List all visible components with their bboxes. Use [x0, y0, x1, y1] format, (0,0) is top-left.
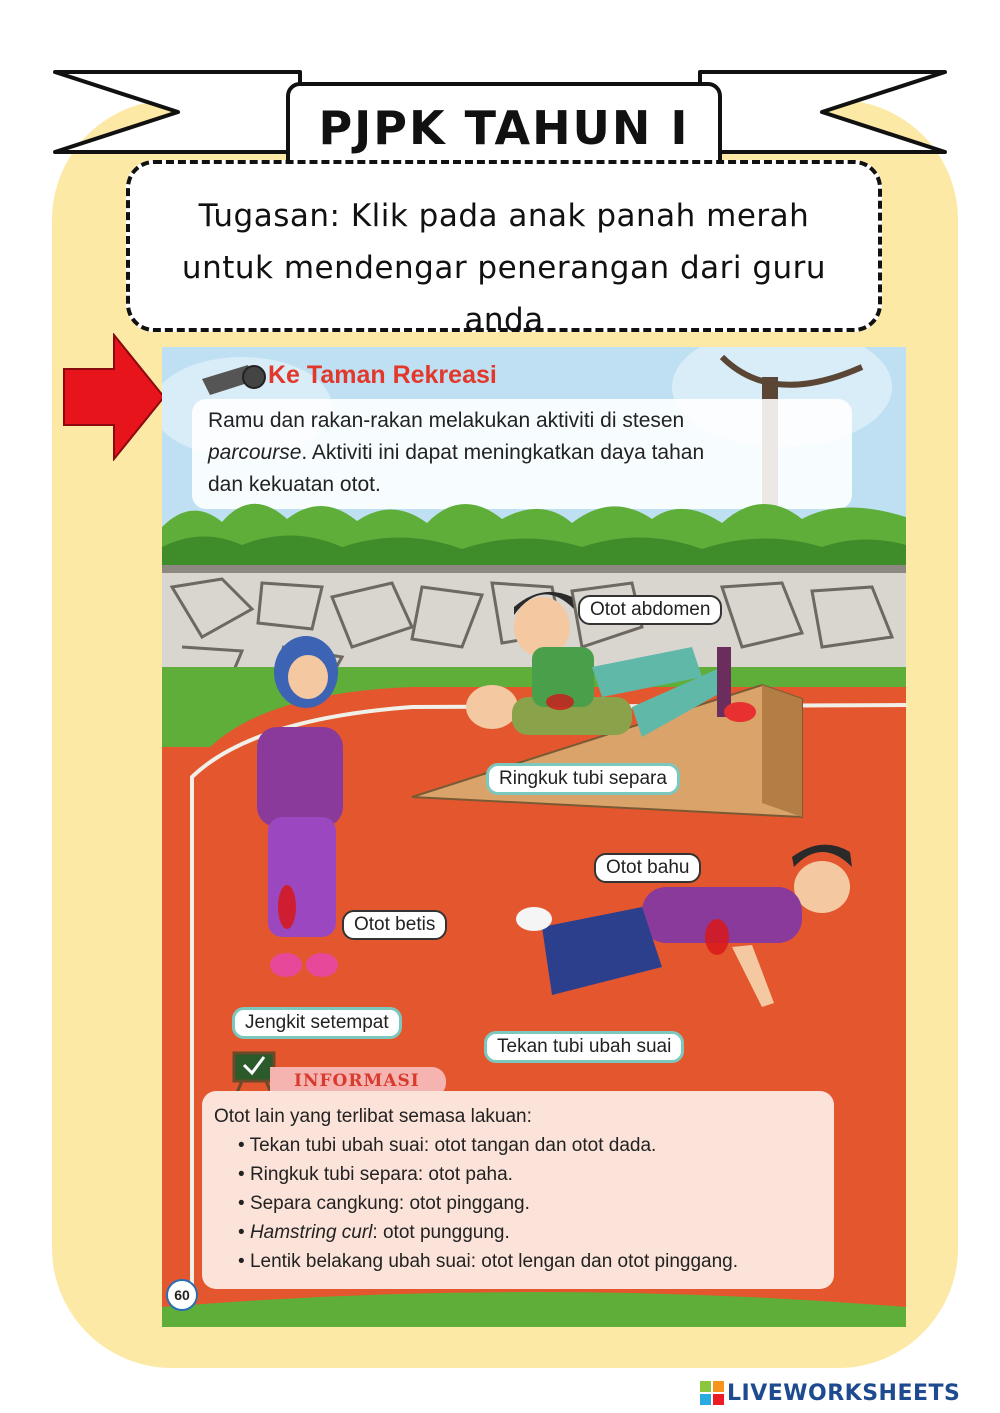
list-item — [238, 1218, 824, 1247]
list-item: • Tekan tubi ubah suai: otot tangan dan otot dada. — [238, 1131, 824, 1160]
label-jengkit-setempat: Jengkit setempat — [232, 1007, 402, 1039]
lesson-line-2 — [208, 437, 848, 469]
lesson-title: Ke Taman Rekreasi — [268, 361, 497, 389]
task-line-3: anda — [464, 302, 544, 338]
hamstring-curl-term: Hamstring curl — [249, 1222, 373, 1243]
task-line-1: Tugasan: Klik pada anak panah merah — [198, 198, 810, 234]
page-title: PJPK TAHUN I — [318, 101, 690, 155]
task-box — [126, 160, 882, 338]
list-item: • Separa cangkung: otot pinggang. — [238, 1189, 824, 1218]
textbook-page — [162, 347, 906, 1327]
label-otot-abdomen: Otot abdomen — [578, 595, 722, 625]
lesson-line-3: dan kekuatan otot. — [208, 473, 381, 496]
task-line-2: untuk mendengar penerangan dari guru — [181, 250, 827, 286]
informasi-header: INFORMASI — [270, 1067, 446, 1097]
lesson-line-2-rest: . Aktiviti ini dapat meningkatkan daya tahan — [301, 441, 705, 464]
liveworksheets-icon — [700, 1381, 724, 1405]
red-arrow-audio-button[interactable] — [62, 333, 166, 461]
liveworksheets-logo — [700, 1378, 960, 1408]
lesson-line-1: Ramu dan rakan-rakan melakukan aktiviti di stesen — [208, 409, 685, 432]
label-otot-bahu: Otot bahu — [594, 853, 701, 883]
informasi-list — [238, 1131, 824, 1276]
list-item-rest: : otot punggung. — [372, 1222, 510, 1243]
list-item: • Lentik belakang ubah suai: otot lengan dan otot pinggang. — [238, 1247, 824, 1276]
label-otot-betis: Otot betis — [342, 910, 447, 940]
informasi-box — [202, 1091, 834, 1289]
label-ringkuk-tubi-separa: Ringkuk tubi separa — [486, 763, 680, 795]
page-number: 60 — [166, 1279, 198, 1311]
list-item: • Ringkuk tubi separa: otot paha. — [238, 1160, 824, 1189]
parcourse-term: parcourse — [208, 441, 302, 464]
brand-name: LIVEWORKSHEETS — [727, 1380, 961, 1406]
label-tekan-tubi-ubah-suai: Tekan tubi ubah suai — [484, 1031, 684, 1063]
lesson-description — [208, 405, 848, 501]
informasi-lead: Otot lain yang terlibat semasa lakuan: — [214, 1106, 532, 1127]
